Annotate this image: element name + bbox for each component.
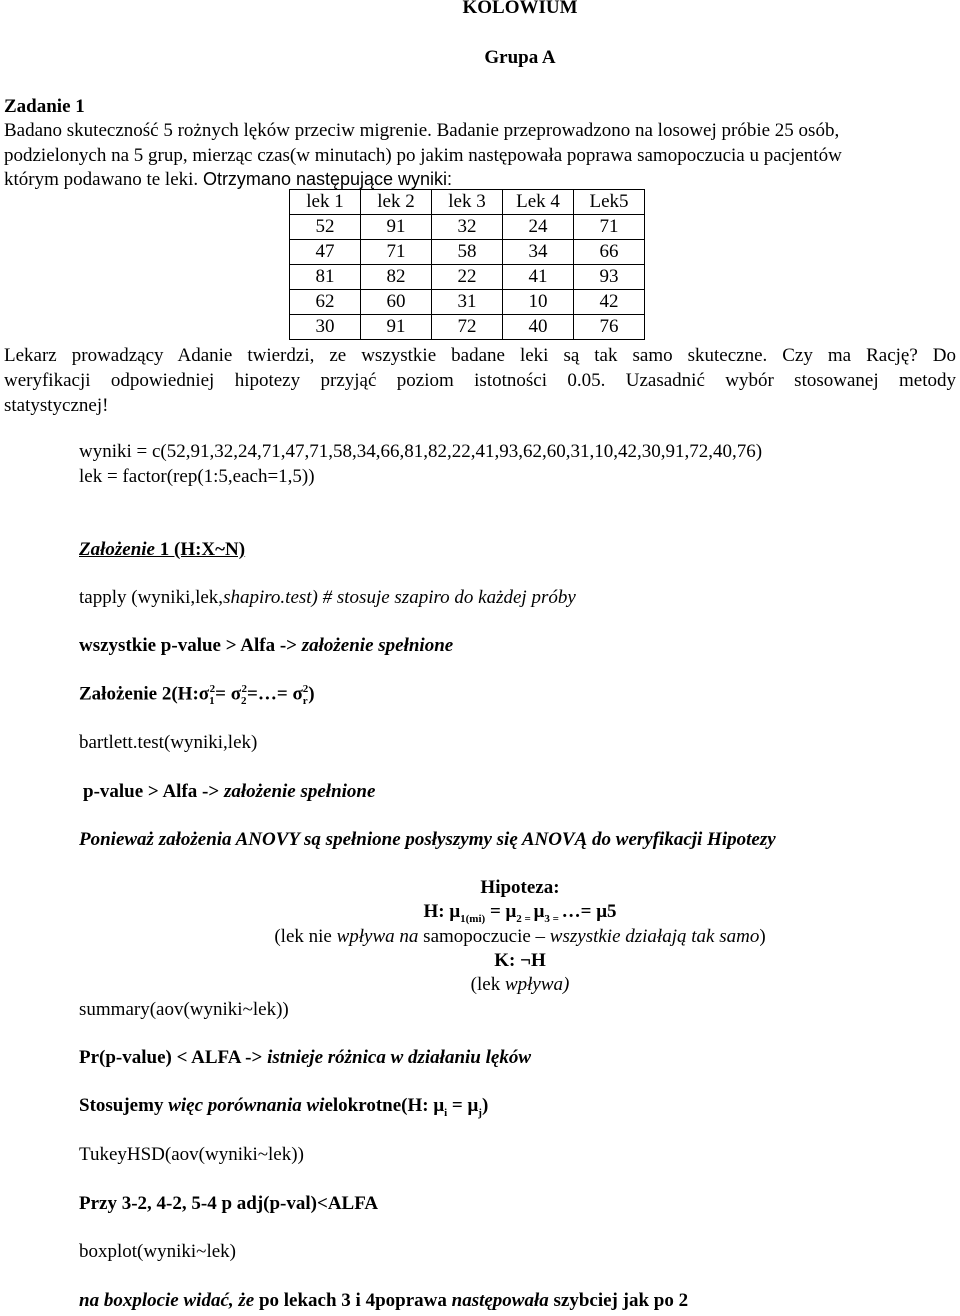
- hypothesis-h: H: $\mu_{1(mi)} = \mu_{2 =}$ $\mu_{3 =}$ …= μ5: [423, 901, 617, 925]
- table-cell: 60: [361, 290, 432, 315]
- code-summary: summary(aov(wyniki~lek)): [79, 999, 289, 1020]
- table-cell: 91: [361, 215, 432, 240]
- table-cell: 72: [432, 315, 503, 340]
- table-header-cell: Lek 4: [503, 190, 574, 215]
- table-cell: 41: [503, 265, 574, 290]
- table-cell: 52: [290, 215, 361, 240]
- table-row: [290, 315, 645, 340]
- table-cell: 42: [574, 290, 645, 315]
- table-cell: 30: [290, 315, 361, 340]
- multiple-comparisons: Stosujemy więc porównania wielokrotne(H: $\mu_i = \mu_j$): [79, 1095, 489, 1119]
- table-cell: 71: [574, 215, 645, 240]
- table-cell: 93: [574, 265, 645, 290]
- hypothesis-k-note: (lek wpływa): [470, 974, 570, 995]
- table-header-cell: lek 1: [290, 190, 361, 215]
- final-conclusion: na boxplocie widać, że po lekach 3 i 4poprawa następowała szybciej jak po 2: [79, 1290, 689, 1311]
- assumption-1: Założenie 1 (H:X~N): [79, 539, 246, 560]
- group-title: Grupa A: [484, 47, 556, 68]
- hypothesis-label: Hipoteza:: [480, 877, 560, 898]
- table-cell: 91: [361, 315, 432, 340]
- table-row: [290, 240, 645, 265]
- table-cell: 71: [361, 240, 432, 265]
- assumption-2: Założenie $2(H:\sigma_1^2=$ $\sigma_2^2=\dots= \sigma_r^2$): [79, 683, 315, 708]
- table-cell: 24: [503, 215, 574, 240]
- table-cell: 31: [432, 290, 503, 315]
- code-tukey: TukeyHSD(aov(wyniki~lek)): [79, 1144, 304, 1165]
- anova-note: Ponieważ założenia ANOVY są spełnione posłyszymy się ANOVĄ do weryfikacji Hipotezy: [79, 829, 776, 850]
- results-table: [289, 189, 645, 340]
- table-row: [290, 265, 645, 290]
- task-outro-line-2: weryfikacji odpowiedniej hipotezy przyjąć poziom istotności 0.05. Uzasadnić wybór stosowanej metody: [4, 370, 956, 391]
- code-boxplot: boxplot(wyniki~lek): [79, 1241, 236, 1262]
- table-cell: 32: [432, 215, 503, 240]
- table-cell: 10: [503, 290, 574, 315]
- table-header-cell: lek 3: [432, 190, 503, 215]
- table-row: [290, 215, 645, 240]
- table-row: [290, 290, 645, 315]
- task-intro-line-2: podzielonych na 5 grup, mierząc czas(w minutach) po jakim następowała poprawa samopoczucia u pacjentów: [4, 145, 842, 166]
- code-tapply: tapply (wyniki,lek,shapiro.test) # stosuje szapiro do każdej próby: [79, 587, 576, 608]
- task-intro-line-3: którym podawano te leki. Otrzymano następujące wyniki:: [4, 169, 453, 190]
- conclusion-1: wszystkie p-value > Alfa -> założenie spełnione: [79, 635, 454, 656]
- table-cell: 47: [290, 240, 361, 265]
- conclusion-2: p-value > Alfa -> założenie spełnione: [83, 781, 376, 802]
- table-cell: 34: [503, 240, 574, 265]
- page-title: KOLOWIUM: [462, 0, 578, 18]
- table-cell: 81: [290, 265, 361, 290]
- table-cell: 40: [503, 315, 574, 340]
- hypothesis-k: K: ¬H: [494, 950, 546, 971]
- conclusion-pr: Pr(p-value) < ALFA -> istnieje różnica w działaniu lęków: [79, 1047, 531, 1068]
- table-header-cell: lek 2: [361, 190, 432, 215]
- table-header-row: [290, 190, 645, 215]
- code-bartlett: bartlett.test(wyniki,lek): [79, 732, 258, 753]
- table-header-cell: Lek5: [574, 190, 645, 215]
- task-outro-line-1: Lekarz prowadzący Adanie twierdzi, ze wszystkie badane leki są tak samo skuteczne. Czy ma Rację? Do: [4, 345, 956, 366]
- pairs-conclusion: Przy 3-2, 4-2, 5-4 p adj(p-val)<ALFA: [79, 1193, 379, 1214]
- table-cell: 62: [290, 290, 361, 315]
- task-outro-line-3: statystycznej!: [4, 395, 109, 416]
- code-lek: lek = factor(rep(1:5,each=1,5)): [79, 466, 315, 487]
- task-label: Zadanie 1: [4, 96, 85, 117]
- table-cell: 66: [574, 240, 645, 265]
- table-cell: 22: [432, 265, 503, 290]
- table-cell: 82: [361, 265, 432, 290]
- task-intro-line-1: Badano skuteczność 5 rożnych lęków przeciw migrenie. Badanie przeprowadzono na losowej próbie 25 osób,: [4, 120, 840, 141]
- hypothesis-h-note: (lek nie wpływa na samopoczucie – wszystkie działają tak samo): [274, 926, 766, 947]
- table-cell: 76: [574, 315, 645, 340]
- table-cell: 58: [432, 240, 503, 265]
- code-wyniki: wyniki = c(52,91,32,24,71,47,71,58,34,66,81,82,22,41,93,62,60,31,10,42,30,91,72,40,76): [79, 441, 763, 462]
